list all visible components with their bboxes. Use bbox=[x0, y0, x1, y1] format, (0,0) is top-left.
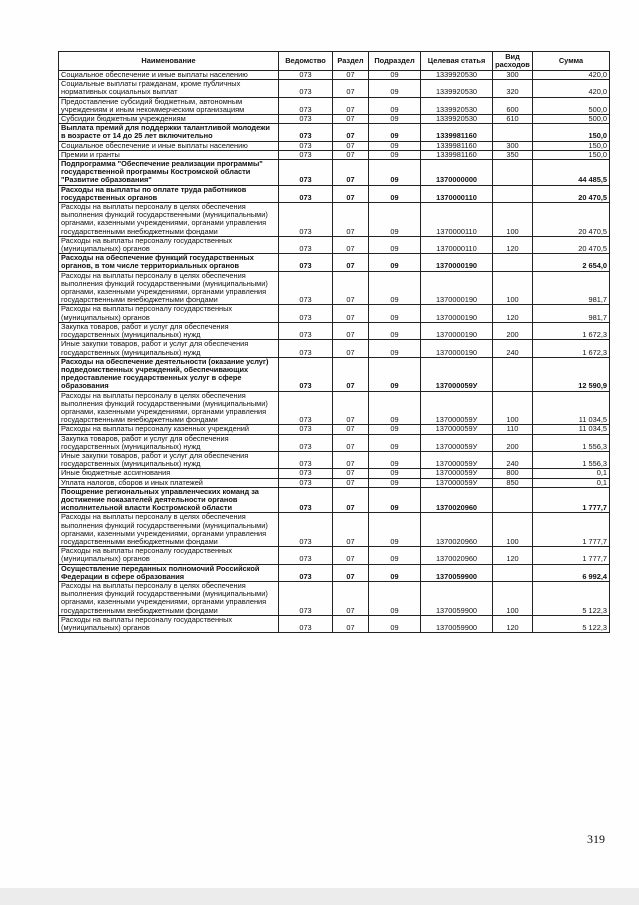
row-name: Подпрограмма "Обеспечение реализации программы" государственной программы Костромской области "Развитие образования" bbox=[59, 160, 279, 186]
row-sum: 20 470,5 bbox=[533, 203, 610, 237]
row-razdel: 07 bbox=[333, 271, 369, 305]
row-razdel: 07 bbox=[333, 487, 369, 513]
row-razdel: 07 bbox=[333, 434, 369, 451]
table-row bbox=[59, 425, 610, 434]
row-target-article: 137000059У bbox=[421, 451, 493, 468]
row-expense-type bbox=[493, 254, 533, 271]
row-target-article: 137000059У bbox=[421, 425, 493, 434]
row-razdel: 07 bbox=[333, 469, 369, 478]
row-podrazdel: 09 bbox=[369, 254, 421, 271]
row-vedomstvo: 073 bbox=[279, 340, 333, 357]
row-expense-type: 100 bbox=[493, 203, 533, 237]
row-target-article: 1339981160 bbox=[421, 124, 493, 141]
row-razdel: 07 bbox=[333, 71, 369, 80]
row-sum: 12 590,9 bbox=[533, 357, 610, 391]
row-target-article: 1370000110 bbox=[421, 236, 493, 253]
row-name: Расходы на выплаты персоналу в целях обеспечения выполнения функций государственными (муниципальными) органами, казенными учреждениями, органами управления государственными внебюджетными фондами bbox=[59, 581, 279, 615]
row-sum: 11 034,5 bbox=[533, 425, 610, 434]
row-name: Расходы на выплаты по оплате труда работников государственных органов bbox=[59, 185, 279, 202]
row-sum: 1 672,3 bbox=[533, 322, 610, 339]
row-name: Расходы на выплаты персоналу государственных (муниципальных) органов bbox=[59, 615, 279, 632]
row-podrazdel: 09 bbox=[369, 451, 421, 468]
row-vedomstvo: 073 bbox=[279, 469, 333, 478]
table-row bbox=[59, 469, 610, 478]
row-razdel: 07 bbox=[333, 141, 369, 150]
row-vedomstvo: 073 bbox=[279, 185, 333, 202]
row-razdel: 07 bbox=[333, 357, 369, 391]
row-sum: 150,0 bbox=[533, 150, 610, 159]
row-target-article: 1339981160 bbox=[421, 141, 493, 150]
row-target-article: 137000059У bbox=[421, 469, 493, 478]
row-name: Расходы на выплаты персоналу в целях обеспечения выполнения функций государственными (муниципальными) органами, казенными учреждениями, органами управления государственными внебюджетными фондами bbox=[59, 513, 279, 547]
scan-bottom-band bbox=[0, 888, 639, 905]
row-razdel: 07 bbox=[333, 547, 369, 564]
row-target-article: 1370000000 bbox=[421, 160, 493, 186]
row-target-article: 1370000190 bbox=[421, 322, 493, 339]
table-row bbox=[59, 391, 610, 425]
row-sum: 20 470,5 bbox=[533, 236, 610, 253]
row-razdel: 07 bbox=[333, 254, 369, 271]
row-razdel: 07 bbox=[333, 513, 369, 547]
row-razdel: 07 bbox=[333, 80, 369, 97]
row-expense-type: 240 bbox=[493, 451, 533, 468]
row-vedomstvo: 073 bbox=[279, 487, 333, 513]
row-sum: 1 777,7 bbox=[533, 547, 610, 564]
row-razdel: 07 bbox=[333, 581, 369, 615]
row-podrazdel: 09 bbox=[369, 80, 421, 97]
row-name: Иные закупки товаров, работ и услуг для обеспечения государственных (муниципальных) нужд bbox=[59, 340, 279, 357]
row-razdel: 07 bbox=[333, 478, 369, 487]
row-podrazdel: 09 bbox=[369, 564, 421, 581]
row-expense-type: 200 bbox=[493, 434, 533, 451]
row-podrazdel: 09 bbox=[369, 160, 421, 186]
row-vedomstvo: 073 bbox=[279, 615, 333, 632]
row-sum: 6 992,4 bbox=[533, 564, 610, 581]
row-razdel: 07 bbox=[333, 160, 369, 186]
row-name: Расходы на выплаты персоналу казенных учреждений bbox=[59, 425, 279, 434]
row-podrazdel: 09 bbox=[369, 547, 421, 564]
row-target-article: 1339981160 bbox=[421, 150, 493, 159]
header-sum: Сумма bbox=[533, 52, 610, 71]
row-vedomstvo: 073 bbox=[279, 322, 333, 339]
row-expense-type: 800 bbox=[493, 469, 533, 478]
row-razdel: 07 bbox=[333, 305, 369, 322]
row-podrazdel: 09 bbox=[369, 115, 421, 124]
row-target-article: 1370059900 bbox=[421, 581, 493, 615]
row-podrazdel: 09 bbox=[369, 141, 421, 150]
row-name: Расходы на выплаты персоналу государственных (муниципальных) органов bbox=[59, 305, 279, 322]
row-podrazdel: 09 bbox=[369, 97, 421, 114]
row-name: Иные закупки товаров, работ и услуг для обеспечения государственных (муниципальных) нужд bbox=[59, 451, 279, 468]
table-header-row bbox=[59, 52, 610, 71]
row-podrazdel: 09 bbox=[369, 71, 421, 80]
row-name: Премии и гранты bbox=[59, 150, 279, 159]
row-podrazdel: 09 bbox=[369, 425, 421, 434]
row-podrazdel: 09 bbox=[369, 469, 421, 478]
header-podrazdel: Подраздел bbox=[369, 52, 421, 71]
row-vedomstvo: 073 bbox=[279, 357, 333, 391]
row-vedomstvo: 073 bbox=[279, 141, 333, 150]
page-number: 319 bbox=[587, 832, 605, 846]
row-vedomstvo: 073 bbox=[279, 478, 333, 487]
table-row bbox=[59, 564, 610, 581]
row-vedomstvo: 073 bbox=[279, 80, 333, 97]
row-sum: 1 672,3 bbox=[533, 340, 610, 357]
row-sum: 0,1 bbox=[533, 469, 610, 478]
row-podrazdel: 09 bbox=[369, 271, 421, 305]
row-sum: 1 777,7 bbox=[533, 487, 610, 513]
table-row bbox=[59, 478, 610, 487]
row-expense-type: 120 bbox=[493, 236, 533, 253]
row-podrazdel: 09 bbox=[369, 478, 421, 487]
row-vedomstvo: 073 bbox=[279, 547, 333, 564]
row-podrazdel: 09 bbox=[369, 357, 421, 391]
row-expense-type bbox=[493, 357, 533, 391]
table-row bbox=[59, 271, 610, 305]
row-vedomstvo: 073 bbox=[279, 150, 333, 159]
row-vedomstvo: 073 bbox=[279, 271, 333, 305]
row-sum: 44 485,5 bbox=[533, 160, 610, 186]
row-target-article: 1339920530 bbox=[421, 71, 493, 80]
row-name: Закупка товаров, работ и услуг для обеспечения государственных (муниципальных) нужд bbox=[59, 434, 279, 451]
row-razdel: 07 bbox=[333, 425, 369, 434]
row-name: Расходы на выплаты персоналу в целях обеспечения выполнения функций государственными (муниципальными) органами, казенными учреждениями, органами управления государственными внебюджетными фондами bbox=[59, 203, 279, 237]
row-name: Расходы на выплаты персоналу в целях обеспечения выполнения функций государственными (муниципальными) органами, казенными учреждениями, органами управления государственными внебюджетными фондами bbox=[59, 271, 279, 305]
table-row bbox=[59, 451, 610, 468]
row-sum: 20 470,5 bbox=[533, 185, 610, 202]
row-name: Расходы на обеспечение функций государственных органов, в том числе территориальных органов bbox=[59, 254, 279, 271]
row-target-article: 1339920530 bbox=[421, 115, 493, 124]
row-target-article: 1370059900 bbox=[421, 615, 493, 632]
row-target-article: 1370020960 bbox=[421, 547, 493, 564]
row-expense-type: 350 bbox=[493, 150, 533, 159]
row-target-article: 1370000190 bbox=[421, 340, 493, 357]
row-name: Социальное обеспечение и иные выплаты населению bbox=[59, 71, 279, 80]
row-name: Предоставление субсидий бюджетным, автономным учреждениям и иным некоммерческим организациям bbox=[59, 97, 279, 114]
table-row bbox=[59, 513, 610, 547]
row-vedomstvo: 073 bbox=[279, 451, 333, 468]
row-vedomstvo: 073 bbox=[279, 203, 333, 237]
row-podrazdel: 09 bbox=[369, 487, 421, 513]
row-expense-type: 100 bbox=[493, 391, 533, 425]
row-razdel: 07 bbox=[333, 236, 369, 253]
table-row bbox=[59, 185, 610, 202]
table-row bbox=[59, 434, 610, 451]
row-vedomstvo: 073 bbox=[279, 160, 333, 186]
row-expense-type bbox=[493, 487, 533, 513]
row-podrazdel: 09 bbox=[369, 185, 421, 202]
row-expense-type bbox=[493, 564, 533, 581]
row-name: Расходы на обеспечение деятельности (оказание услуг) подведомственных учреждений, обеспечивающих предоставление государственных услуг в сфере образования bbox=[59, 357, 279, 391]
row-vedomstvo: 073 bbox=[279, 124, 333, 141]
row-sum: 1 556,3 bbox=[533, 451, 610, 468]
row-sum: 1 556,3 bbox=[533, 434, 610, 451]
row-podrazdel: 09 bbox=[369, 391, 421, 425]
row-target-article: 137000059У bbox=[421, 478, 493, 487]
row-target-article: 1370000190 bbox=[421, 305, 493, 322]
row-podrazdel: 09 bbox=[369, 124, 421, 141]
row-podrazdel: 09 bbox=[369, 340, 421, 357]
header-razdel: Раздел bbox=[333, 52, 369, 71]
row-expense-type bbox=[493, 185, 533, 202]
row-expense-type: 100 bbox=[493, 513, 533, 547]
row-name: Расходы на выплаты персоналу государственных (муниципальных) органов bbox=[59, 236, 279, 253]
row-vedomstvo: 073 bbox=[279, 434, 333, 451]
row-razdel: 07 bbox=[333, 564, 369, 581]
row-vedomstvo: 073 bbox=[279, 115, 333, 124]
row-razdel: 07 bbox=[333, 451, 369, 468]
row-expense-type: 120 bbox=[493, 615, 533, 632]
row-sum: 500,0 bbox=[533, 97, 610, 114]
row-vedomstvo: 073 bbox=[279, 391, 333, 425]
row-sum: 981,7 bbox=[533, 271, 610, 305]
row-podrazdel: 09 bbox=[369, 236, 421, 253]
row-sum: 0,1 bbox=[533, 478, 610, 487]
row-razdel: 07 bbox=[333, 115, 369, 124]
row-razdel: 07 bbox=[333, 203, 369, 237]
row-target-article: 1370020960 bbox=[421, 513, 493, 547]
row-target-article: 1370059900 bbox=[421, 564, 493, 581]
row-podrazdel: 09 bbox=[369, 581, 421, 615]
row-expense-type: 600 bbox=[493, 97, 533, 114]
row-razdel: 07 bbox=[333, 340, 369, 357]
row-expense-type bbox=[493, 160, 533, 186]
row-sum: 11 034,5 bbox=[533, 391, 610, 425]
table-row bbox=[59, 254, 610, 271]
row-sum: 981,7 bbox=[533, 305, 610, 322]
header-vedomstvo: Ведомство bbox=[279, 52, 333, 71]
row-expense-type: 100 bbox=[493, 271, 533, 305]
table-row bbox=[59, 357, 610, 391]
row-razdel: 07 bbox=[333, 322, 369, 339]
table-row bbox=[59, 236, 610, 253]
row-expense-type: 850 bbox=[493, 478, 533, 487]
row-expense-type: 100 bbox=[493, 581, 533, 615]
table-row bbox=[59, 581, 610, 615]
row-sum: 5 122,3 bbox=[533, 581, 610, 615]
row-expense-type: 320 bbox=[493, 80, 533, 97]
row-target-article: 137000059У bbox=[421, 357, 493, 391]
table-row bbox=[59, 305, 610, 322]
row-name: Поощрение региональных управленческих команд за достижение показателей деятельности органов исполнительной власти Костромской области bbox=[59, 487, 279, 513]
row-sum: 500,0 bbox=[533, 115, 610, 124]
row-expense-type: 200 bbox=[493, 322, 533, 339]
row-expense-type: 300 bbox=[493, 141, 533, 150]
row-podrazdel: 09 bbox=[369, 434, 421, 451]
row-sum: 5 122,3 bbox=[533, 615, 610, 632]
table-row bbox=[59, 160, 610, 186]
row-vedomstvo: 073 bbox=[279, 254, 333, 271]
row-target-article: 1370000190 bbox=[421, 271, 493, 305]
row-name: Социальные выплаты гражданам, кроме публичных нормативных социальных выплат bbox=[59, 80, 279, 97]
row-target-article: 1370000110 bbox=[421, 203, 493, 237]
row-expense-type: 300 bbox=[493, 71, 533, 80]
row-name: Субсидии бюджетным учреждениям bbox=[59, 115, 279, 124]
row-expense-type: 240 bbox=[493, 340, 533, 357]
row-name: Осуществление переданных полномочий Российской Федерации в сфере образования bbox=[59, 564, 279, 581]
table-row bbox=[59, 203, 610, 237]
row-target-article: 137000059У bbox=[421, 434, 493, 451]
table-row bbox=[59, 322, 610, 339]
row-razdel: 07 bbox=[333, 124, 369, 141]
row-sum: 150,0 bbox=[533, 141, 610, 150]
row-target-article: 1370000110 bbox=[421, 185, 493, 202]
row-podrazdel: 09 bbox=[369, 305, 421, 322]
row-vedomstvo: 073 bbox=[279, 71, 333, 80]
row-vedomstvo: 073 bbox=[279, 97, 333, 114]
table-row bbox=[59, 615, 610, 632]
row-sum: 1 777,7 bbox=[533, 513, 610, 547]
row-name: Иные бюджетные ассигнования bbox=[59, 469, 279, 478]
header-target-article: Целевая статья bbox=[421, 52, 493, 71]
row-name: Расходы на выплаты персоналу государственных (муниципальных) органов bbox=[59, 547, 279, 564]
row-target-article: 1339920530 bbox=[421, 80, 493, 97]
row-expense-type: 610 bbox=[493, 115, 533, 124]
row-expense-type: 110 bbox=[493, 425, 533, 434]
row-vedomstvo: 073 bbox=[279, 581, 333, 615]
table-row bbox=[59, 124, 610, 141]
budget-table bbox=[58, 51, 610, 633]
row-razdel: 07 bbox=[333, 391, 369, 425]
table-row bbox=[59, 141, 610, 150]
row-vedomstvo: 073 bbox=[279, 305, 333, 322]
row-expense-type bbox=[493, 124, 533, 141]
row-podrazdel: 09 bbox=[369, 203, 421, 237]
row-sum: 420,0 bbox=[533, 71, 610, 80]
table-row bbox=[59, 487, 610, 513]
row-sum: 150,0 bbox=[533, 124, 610, 141]
header-expense-type: Вид расходов bbox=[493, 52, 533, 71]
row-sum: 420,0 bbox=[533, 80, 610, 97]
row-sum: 2 654,0 bbox=[533, 254, 610, 271]
row-name: Уплата налогов, сборов и иных платежей bbox=[59, 478, 279, 487]
table-row bbox=[59, 340, 610, 357]
header-name: Наименование bbox=[59, 52, 279, 71]
table-body bbox=[59, 71, 610, 633]
row-razdel: 07 bbox=[333, 185, 369, 202]
row-name: Закупка товаров, работ и услуг для обеспечения государственных (муниципальных) нужд bbox=[59, 322, 279, 339]
row-vedomstvo: 073 bbox=[279, 564, 333, 581]
table-row bbox=[59, 97, 610, 114]
row-expense-type: 120 bbox=[493, 305, 533, 322]
row-razdel: 07 bbox=[333, 97, 369, 114]
table-row bbox=[59, 80, 610, 97]
row-vedomstvo: 073 bbox=[279, 513, 333, 547]
row-name: Выплата премий для поддержки талантливой молодежи в возрасте от 14 до 25 лет включительно bbox=[59, 124, 279, 141]
row-vedomstvo: 073 bbox=[279, 425, 333, 434]
row-razdel: 07 bbox=[333, 615, 369, 632]
row-expense-type: 120 bbox=[493, 547, 533, 564]
row-podrazdel: 09 bbox=[369, 322, 421, 339]
row-target-article: 1370000190 bbox=[421, 254, 493, 271]
row-target-article: 137000059У bbox=[421, 391, 493, 425]
row-podrazdel: 09 bbox=[369, 150, 421, 159]
row-razdel: 07 bbox=[333, 150, 369, 159]
row-podrazdel: 09 bbox=[369, 615, 421, 632]
row-name: Социальное обеспечение и иные выплаты населению bbox=[59, 141, 279, 150]
row-podrazdel: 09 bbox=[369, 513, 421, 547]
row-name: Расходы на выплаты персоналу в целях обеспечения выполнения функций государственными (муниципальными) органами, казенными учреждениями, органами управления государственными внебюджетными фондами bbox=[59, 391, 279, 425]
row-target-article: 1370020960 bbox=[421, 487, 493, 513]
table-row bbox=[59, 547, 610, 564]
row-target-article: 1339920530 bbox=[421, 97, 493, 114]
row-vedomstvo: 073 bbox=[279, 236, 333, 253]
